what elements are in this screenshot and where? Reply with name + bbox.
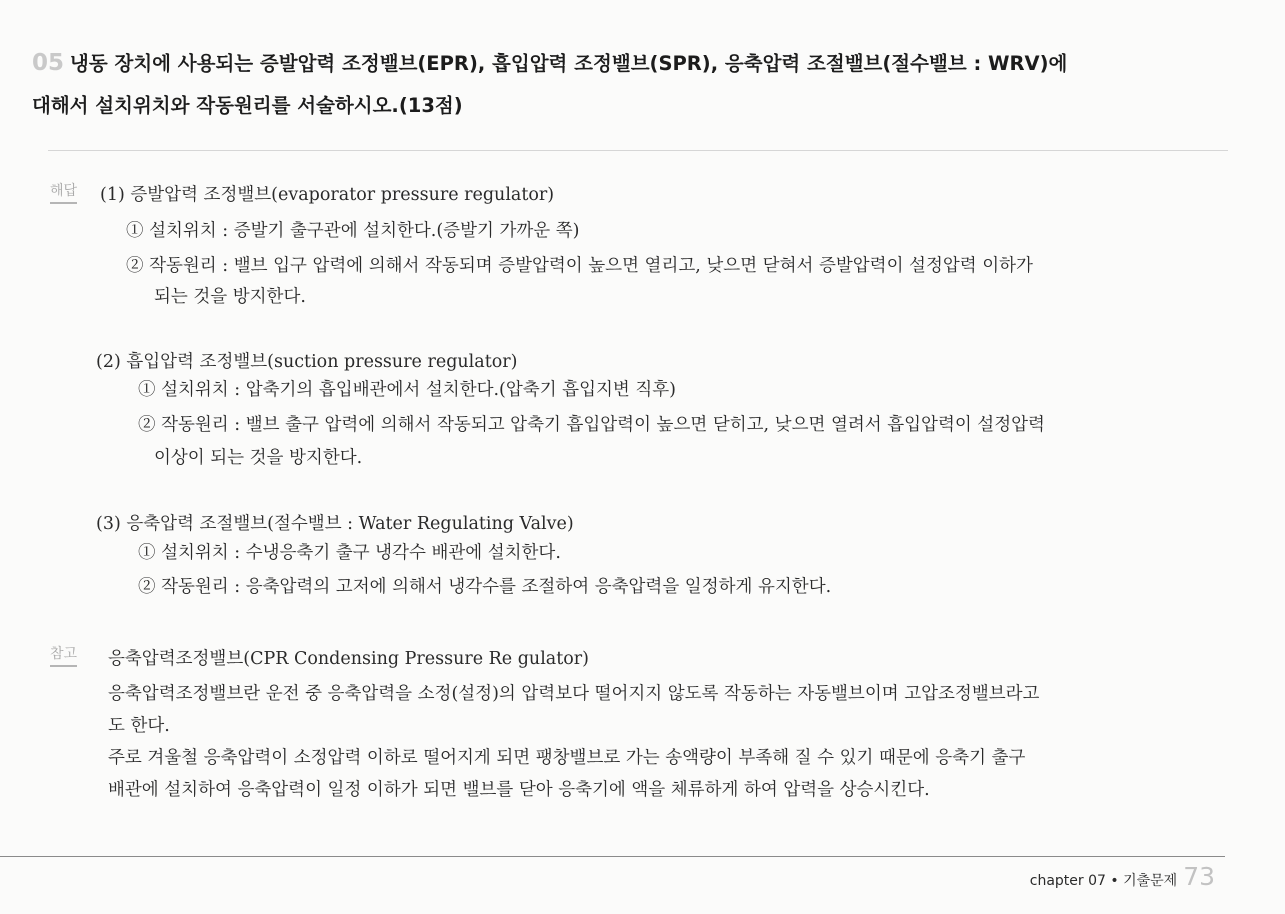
section-1-title: (1) 증발압력 조정밸브(evaporator pressure regulator) (100, 185, 555, 205)
section-3-item-2: ② 작동원리 : 응축압력의 고저에 의해서 냉각수를 조절하여 응축압력을 일정하게 유지한다. (138, 577, 832, 597)
question-line-2: 대해서 설치위치와 작동원리를 서술하시오.(13점) (32, 94, 463, 117)
section-1-item-1: ① 설치위치 : 증발기 출구관에 설치한다.(증발기 가까운 쪽) (126, 221, 580, 241)
divider-top (48, 150, 1228, 151)
section-1-item-2b: 되는 것을 방지한다. (154, 287, 306, 307)
question-number: 05 (32, 50, 65, 76)
section-2-item-2b: 이상이 되는 것을 방지한다. (154, 448, 363, 468)
chapter-label: chapter 07 • 기출문제 (1029, 873, 1178, 889)
page-footer (1030, 862, 1215, 891)
section-3-item-1: ① 설치위치 : 수냉응축기 출구 냉각수 배관에 설치한다. (138, 543, 561, 563)
page-number: 73 (1183, 862, 1215, 891)
note-title: 응축압력조정밸브(CPR Condensing Pressure Re gulator) (108, 649, 589, 669)
section-1-item-2a: ② 작동원리 : 밸브 입구 압력에 의해서 작동되며 증발압력이 높으면 열리고, 낮으면 닫혀서 증발압력이 설정압력 이하가 (126, 256, 1033, 276)
answer-tag: 해답 (50, 180, 77, 204)
section-3-title: (3) 응축압력 조절밸브(절수밸브 : Water Regulating Valve) (96, 514, 574, 534)
section-2-title: (2) 흡입압력 조정밸브(suction pressure regulator) (96, 352, 518, 372)
divider-bottom (0, 856, 1225, 857)
section-2-item-1: ① 설치위치 : 압축기의 흡입배관에서 설치한다.(압축기 흡입지변 직후) (138, 380, 676, 400)
question-line-1 (32, 42, 1232, 85)
note-tag: 참고 (50, 643, 77, 667)
note-paragraph-2a: 주로 겨울철 응축압력이 소정압력 이하로 떨어지게 되면 팽창밸브로 가는 송액량이 부족해 질 수 있기 때문에 응축기 출구 (108, 748, 1026, 768)
note-paragraph-2b: 배관에 설치하여 응축압력이 일정 이하가 되면 밸브를 닫아 응축기에 액을 체류하게 하여 압력을 상승시킨다. (108, 780, 930, 800)
question-text-1: 냉동 장치에 사용되는 증발압력 조정밸브(EPR), 흡입압력 조정밸브(SPR), 응축압력 조절밸브(절수밸브 : WRV)에 (70, 52, 1068, 75)
question-block (32, 42, 1232, 127)
section-2-item-2a: ② 작동원리 : 밸브 출구 압력에 의해서 작동되고 압축기 흡입압력이 높으면 닫히고, 낮으면 열려서 흡입압력이 설정압력 (138, 415, 1045, 435)
note-paragraph-1a: 응축압력조정밸브란 운전 중 응축압력을 소정(설정)의 압력보다 떨어지지 않도록 작동하는 자동밸브이며 고압조정밸브라고 (108, 684, 1040, 704)
note-paragraph-1b: 도 한다. (108, 716, 170, 736)
